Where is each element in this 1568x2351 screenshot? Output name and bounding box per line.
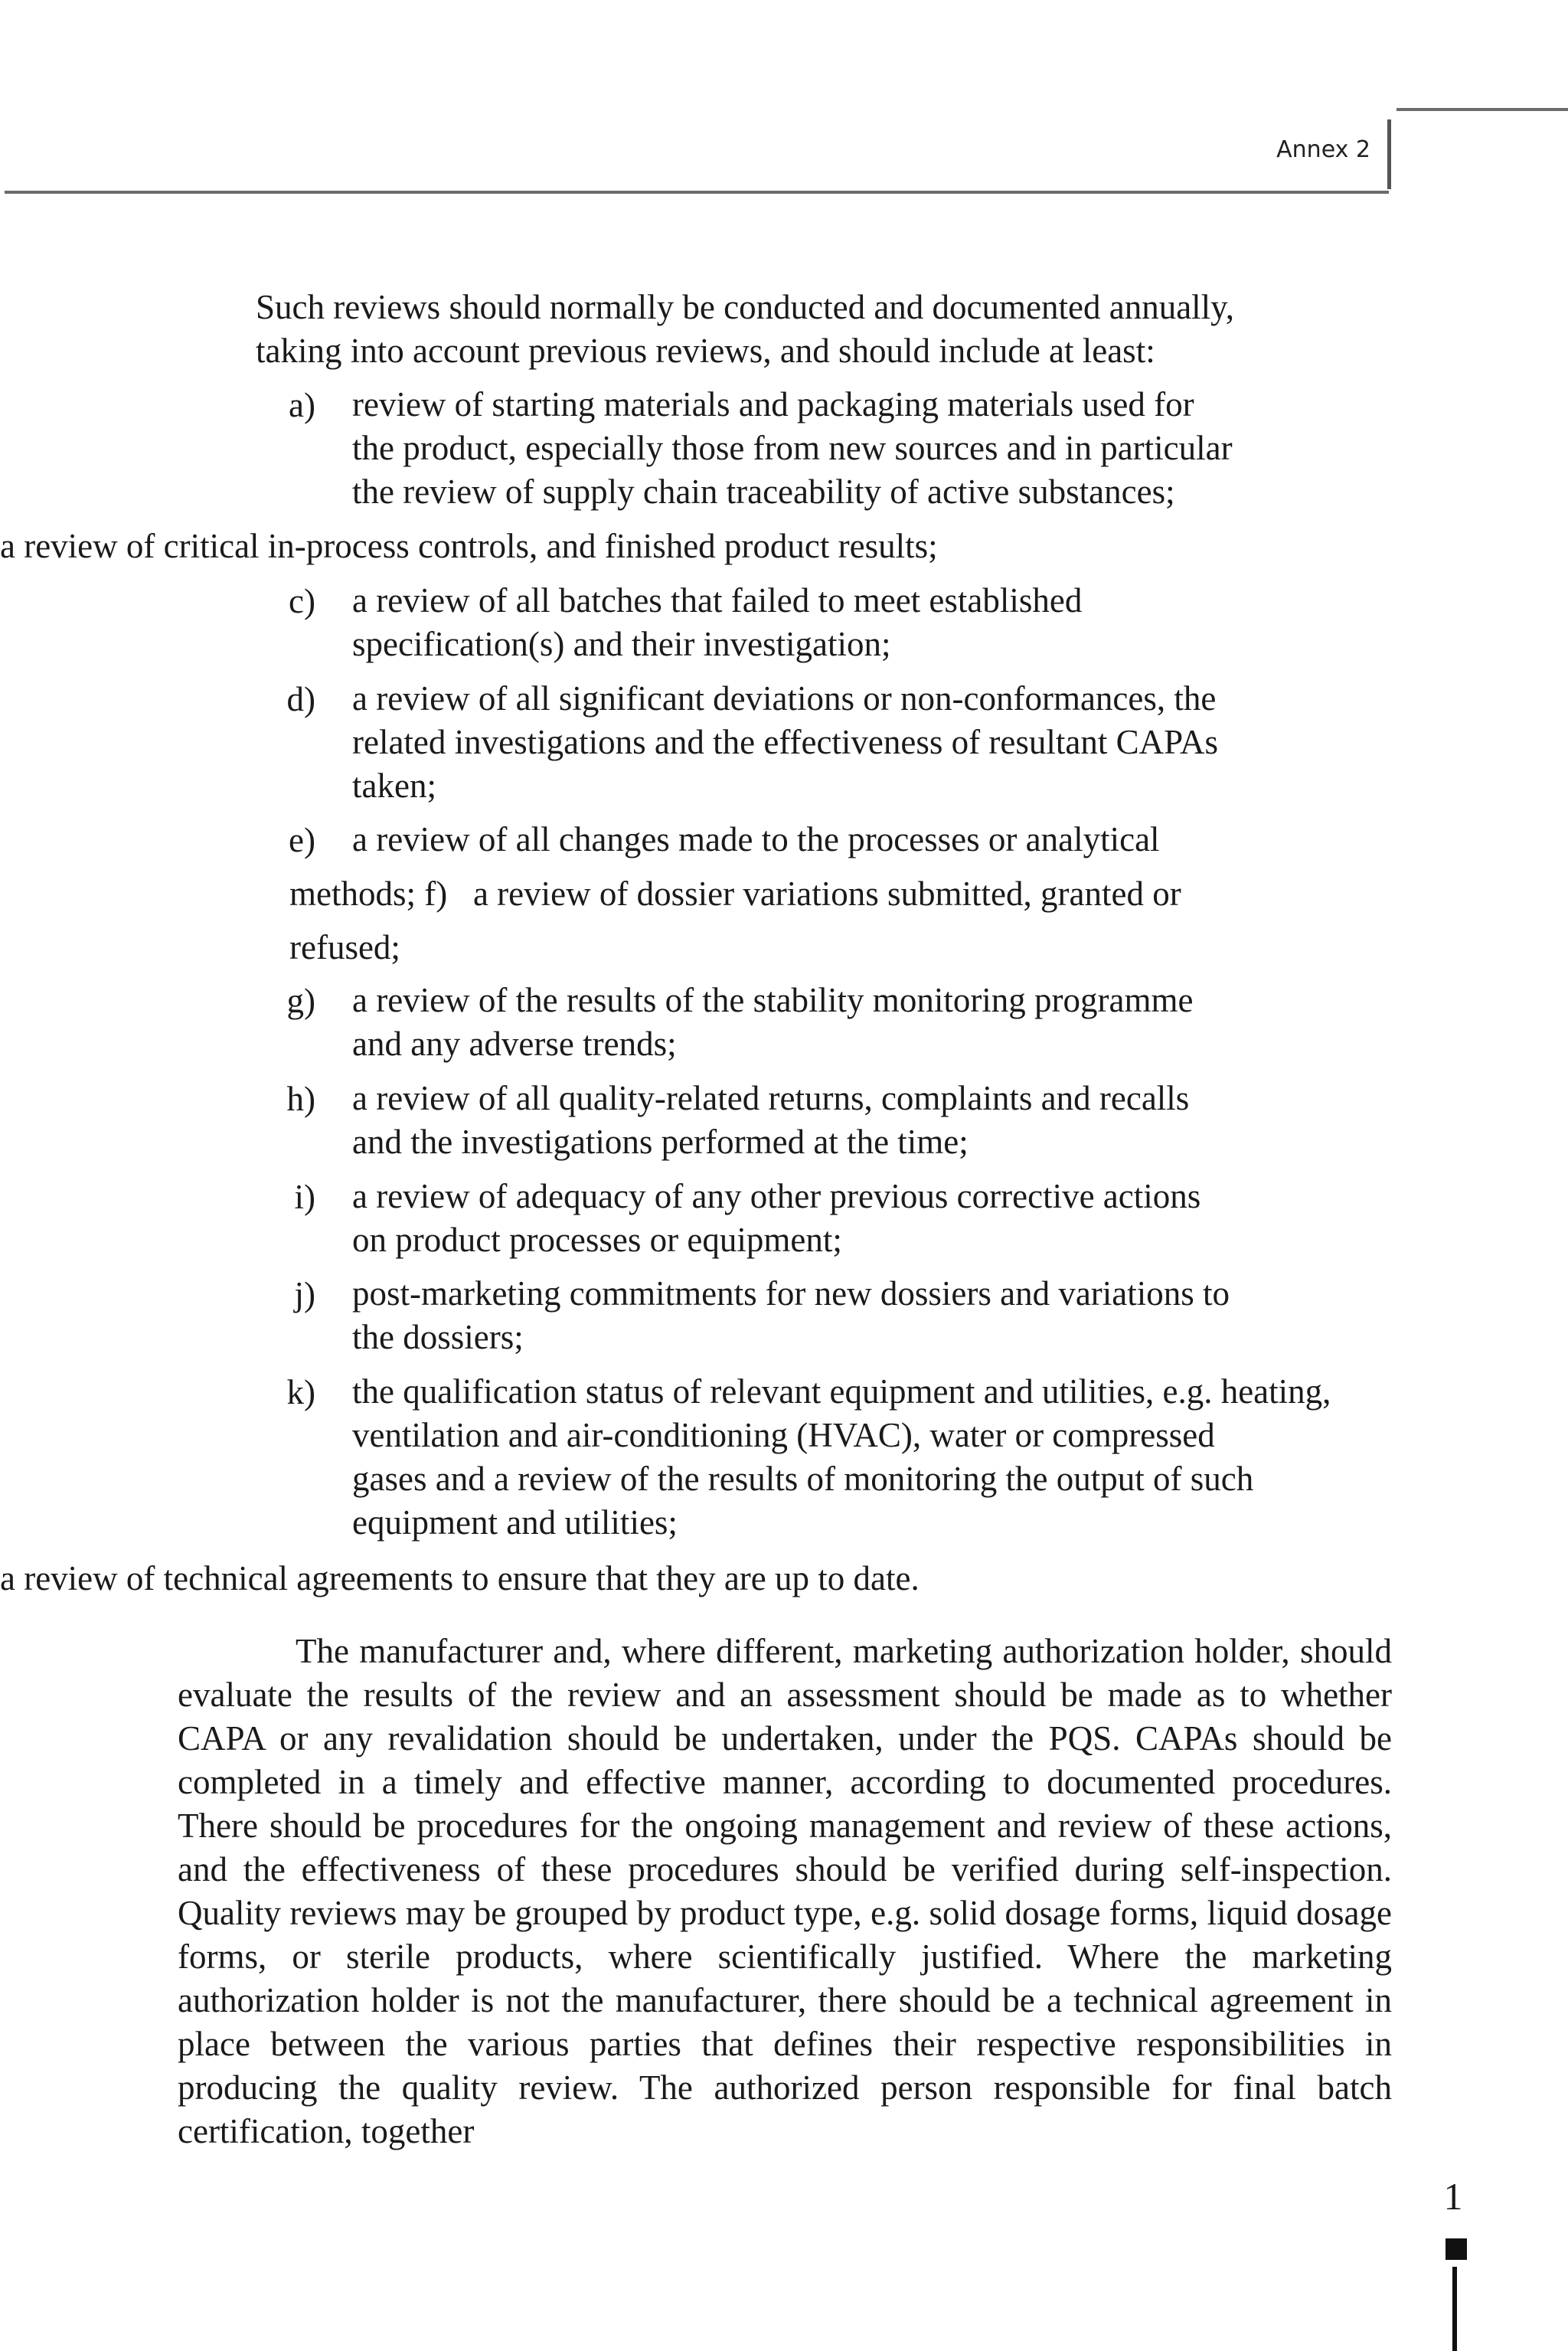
list-item-line: gases and a review of the results of monitoring the output of such: [352, 1460, 1254, 1498]
list-item-label: e): [289, 821, 315, 859]
list-item-line: ventilation and air-conditioning (HVAC), water or compressed: [352, 1416, 1215, 1454]
list-item-line: and any adverse trends;: [352, 1025, 677, 1063]
list-item-line: the dossiers;: [352, 1318, 524, 1356]
list-item-line: post-marketing commitments for new dossiers and variations to: [352, 1274, 1230, 1313]
list-item-line: and the investigations performed at the time;: [352, 1123, 969, 1161]
header-tab-rule: [1396, 108, 1568, 111]
page-number: 1: [1443, 2175, 1463, 2218]
list-item-line: review of starting materials and packaging materials used for: [352, 385, 1194, 423]
list-item-label: i): [294, 1178, 315, 1216]
list-item-line: a review of all batches that failed to meet established: [352, 581, 1083, 620]
list-item-line: a review of adequacy of any other previous corrective actions: [352, 1177, 1201, 1215]
list-item-label: j): [294, 1275, 315, 1313]
list-item-label: d): [286, 680, 315, 718]
list-item-line: equipment and utilities;: [352, 1503, 678, 1542]
list-item-f-line: methods; f) a review of dossier variations submitted, granted or: [289, 875, 1181, 913]
list-item-technical-agreements: a review of technical agreements to ensure that they are up to date.: [0, 1559, 920, 1597]
body-paragraph: The manufacturer and, where different, marketing authorization holder, should evaluate the results of the review and an assessment should be made as to whether CAPA or any revalidation should be undertaken, under the PQS. CAPAs should be completed in a timely and effective manner, according to documented procedures. There should be procedures for the ongoing management and review of these actions, and the effectiveness of these procedures should be verified during self-inspection. Quality reviews may be grouped by product type, e.g. solid dosage forms, liquid dosage forms, or sterile products, where scientifically justified. Where the marketing authorization holder is not the manufacturer, there should be a technical agreement in place between the various parties that defines their respective responsibilities in producing the quality review. The authorized person responsible for final batch certification, together: [178, 1632, 1392, 2150]
list-item-line: the review of supply chain traceability of active substances;: [352, 472, 1175, 511]
list-item-line: related investigations and the effectiveness of resultant CAPAs: [352, 723, 1218, 761]
list-item-label: h): [286, 1080, 315, 1118]
list-item-line: the qualification status of relevant equipment and utilities, e.g. heating,: [352, 1372, 1331, 1411]
footer-vertical-bar: [1452, 2267, 1457, 2351]
list-item-label: g): [286, 982, 315, 1020]
header-rule: [5, 191, 1389, 194]
list-item-label: a): [289, 386, 315, 424]
list-item-critical-controls: a review of critical in-process controls, and finished product results;: [0, 527, 938, 565]
list-item-line: a review of all changes made to the processes or analytical: [352, 820, 1160, 858]
list-item-line: the product, especially those from new sources and in particular: [352, 429, 1233, 467]
list-item-f-line: refused;: [289, 928, 400, 966]
list-item-line: a review of all significant deviations or non-conformances, the: [352, 679, 1217, 718]
list-item-line: specification(s) and their investigation;: [352, 625, 891, 663]
footer-square-marker: [1446, 2238, 1467, 2260]
list-item-label: k): [286, 1373, 315, 1411]
intro-line: taking into account previous reviews, and should include at least:: [256, 332, 1155, 370]
list-item-line: taken;: [352, 767, 436, 805]
running-head: Annex 2: [1276, 136, 1370, 163]
header-vertical-bar: [1387, 119, 1391, 189]
intro-line: Such reviews should normally be conducted and documented annually,: [256, 288, 1234, 326]
list-item-label: c): [289, 582, 315, 620]
list-item-line: on product processes or equipment;: [352, 1221, 842, 1259]
list-item-line: a review of all quality-related returns, complaints and recalls: [352, 1079, 1190, 1117]
list-item-line: a review of the results of the stability monitoring programme: [352, 981, 1194, 1019]
